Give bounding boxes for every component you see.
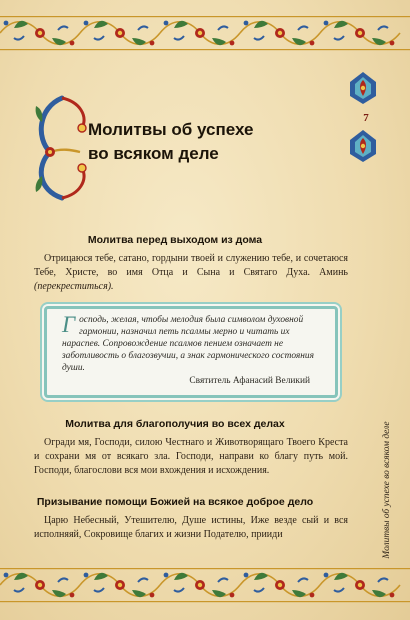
side-ornament-top-icon xyxy=(346,70,380,106)
quote-author: Святитель Афанасий Великий xyxy=(189,376,310,386)
quote-initial-letter: Г xyxy=(62,312,76,337)
chapter-ornament-icon xyxy=(28,92,94,204)
chapter-title-line2: во всяком деле xyxy=(88,144,219,163)
section2-heading: Молитва для благополучия во всех делах xyxy=(65,418,285,430)
section2-text: Огради мя, Господи, силою Честнаго и Животворящаго Твоего Креста и сохрани мя от всякаго зла. Господи, направи ко благу путь мой. Господи, благослови вся мои вхождения и исхождения. xyxy=(34,437,348,476)
page-number: 7 xyxy=(363,112,369,124)
section1-text xyxy=(34,252,348,294)
section1-heading: Молитва перед выходом из дома xyxy=(87,234,263,246)
quote-text xyxy=(62,314,320,374)
running-head-text: Молитвы об успехе во всяком деле xyxy=(382,421,392,559)
running-head-vertical xyxy=(380,400,394,580)
chapter-title-line1: Молитвы об успехе xyxy=(88,120,254,139)
quote-body: осподь, желая, чтобы мелодия была символом духовной гармонии, назначил петь псалмы мерно и читать их нараспев. Сопровождение псалмов пением означает не заботливость о благозвучии, а знак гармонического состояния души. xyxy=(62,315,314,373)
side-ornament-bottom-icon xyxy=(346,128,380,164)
section3-text: Царю Небесный, Утешителю, Душе истины, Иже везде сый и вся исполняяй, Сокровище благих и жизни Подателю, прииди xyxy=(34,515,348,540)
bottom-ornament-border xyxy=(0,562,410,608)
top-ornament-border xyxy=(0,10,410,56)
quote-box xyxy=(38,306,342,394)
section3-heading: Призывание помощи Божией на всякое доброе дело xyxy=(36,496,314,508)
section1-note: (перекреститься). xyxy=(34,281,114,292)
chapter-title xyxy=(88,118,318,166)
section1-body: Отрицаюся тебе, сатано, гордыни твоей и служению тебе, и сочетаюся Тебе, Христе, во имя Отца и Сына и Святаго Духа. Аминь xyxy=(34,253,348,278)
